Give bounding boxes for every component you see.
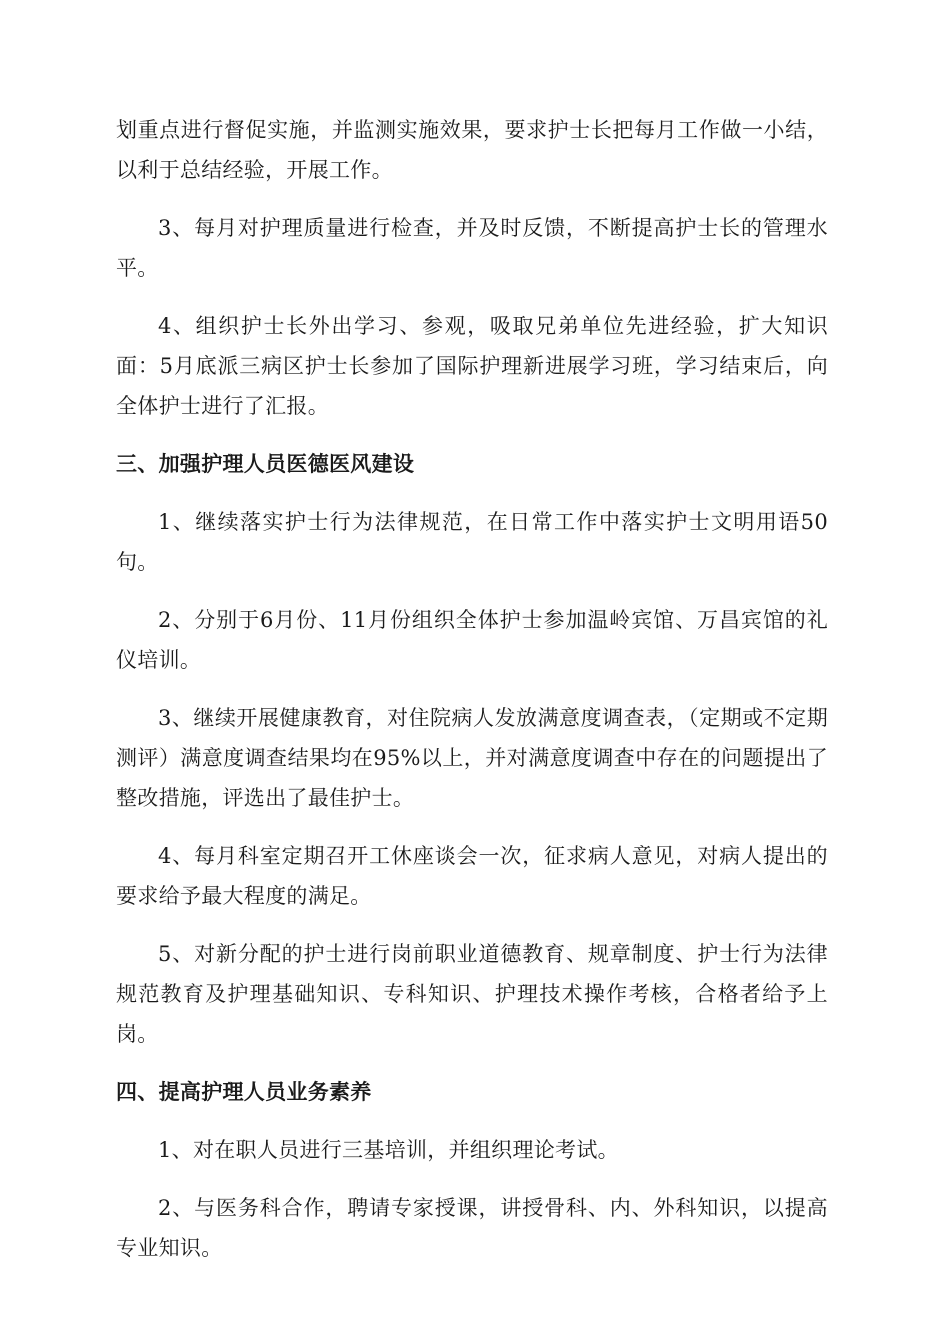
paragraph-item-2-expert-lectures: 2、与医务科合作，聘请专家授课，讲授骨科、内、外科知识，以提高专业知识。 <box>116 1196 828 1260</box>
paragraph-item-4-patient-meeting: 4、每月科室定期召开工休座谈会一次，征求病人意见，对病人提出的要求给予最大程度的满足。 <box>116 844 828 908</box>
section-heading-three: 三、加强护理人员医德医风建设 <box>116 452 415 476</box>
paragraph-item-1-basic-training: 1、对在职人员进行三基培训，并组织理论考试。 <box>158 1138 619 1162</box>
paragraph-continuation: 划重点进行督促实施，并监测实施效果，要求护士长把每月工作做一小结，以利于总结经验，开展工作。 <box>116 118 828 182</box>
document-page <box>116 110 828 1286</box>
paragraph-item-3-quality-check: 3、每月对护理质量进行检查，并及时反馈，不断提高护士长的管理水平。 <box>116 216 828 280</box>
paragraph-item-2-etiquette-training: 2、分别于6月份、11月份组织全体护士参加温岭宾馆、万昌宾馆的礼仪培训。 <box>116 608 828 672</box>
section-heading-four: 四、提高护理人员业务素养 <box>116 1080 372 1104</box>
paragraph-item-5-new-nurse-training: 5、对新分配的护士进行岗前职业道德教育、规章制度、护士行为法律规范教育及护理基础知识、专科知识、护理技术操作考核，合格者给予上岗。 <box>116 942 828 1046</box>
paragraph-item-3-health-education: 3、继续开展健康教育，对住院病人发放满意度调查表，（定期或不定期测评）满意度调查结果均在95%以上，并对满意度调查中存在的问题提出了整改措施，评选出了最佳护士。 <box>116 706 828 810</box>
paragraph-item-4-external-study: 4、组织护士长外出学习、参观，吸取兄弟单位先进经验，扩大知识面：5月底派三病区护士长参加了国际护理新进展学习班，学习结束后，向全体护士进行了汇报。 <box>116 314 828 418</box>
paragraph-item-1-conduct-norms: 1、继续落实护士行为法律规范，在日常工作中落实护士文明用语50句。 <box>116 510 828 574</box>
